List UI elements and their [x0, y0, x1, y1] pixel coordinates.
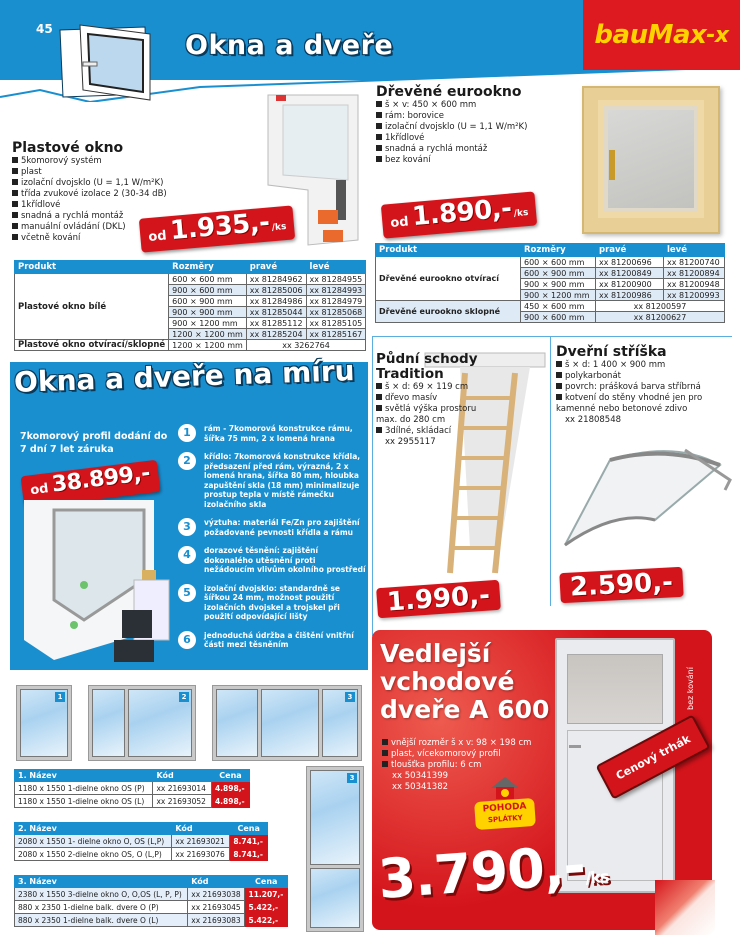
- table-row: 2080 x 1550 2-dielne okno OS, O (L,P) xx 21693076 8.741,-: [15, 848, 268, 861]
- price-hit-badge: Cenový trhák: [596, 714, 711, 799]
- table-row: 900 × 600 mm xx 81285006 xx 81284993: [15, 285, 366, 296]
- house-smiley-icon: [490, 776, 520, 800]
- table-row: 2380 x 1550 3-dielne okno O, O,OS (L, P, P) xx 21693038 11.207,-: [15, 888, 288, 901]
- table-row: 2080 x 1550 1- dielne okno O, OS (L,P) xx 21693021 8.741,-: [15, 835, 268, 848]
- window-diagram-2: 2: [88, 685, 196, 761]
- feature-item: 2 křídlo: 7komorová konstrukce křídla, předsazení před rám, výrazná, 2 x lomená hrana, šířka 80 mm, hloubka zapuštění skla (18 mm) minimalizuje prostup tepla v místě rámečku izolačního skla: [178, 452, 366, 509]
- door-canopy-image: [555, 440, 735, 550]
- product-title: Půdní schody Tradition: [376, 351, 478, 382]
- price-tag: od 38.899,-: [21, 460, 161, 508]
- price-tag: od 1.935,- /ks: [139, 205, 296, 252]
- table-row: 900 × 900 mm xx 81200900 xx 81200948: [376, 279, 725, 290]
- page-number: 45: [36, 22, 53, 36]
- price-tag: 2.590,-: [559, 567, 683, 603]
- price-tag: od 1.890,- /ks: [381, 191, 538, 238]
- divider: [372, 336, 373, 636]
- plastic-window-table: Produkt Rozměry pravé levé Plastové okno bílé 600 × 600 mm xx 81284962 xx 81284955 900 × 600 mm xx 81285006 xx 81284993 600 × 900 mm xx 81284986 xx 81284979 900 × 900 mm xx 81285044 xx 81285068 900 × 1200 mm xx 81285112 xx 81285105 1200 × 1200 mm xx 81285204 xx 81285167 Plastové okno otvírací/sklopné 1200 × 1200 mm xx 3262764: [14, 260, 366, 351]
- table-row: 900 × 1200 mm xx 81285112 xx 81285105: [15, 318, 366, 329]
- feature-item: 1 rám - 7komorová konstrukce rámu, šířka 75 mm, 2 x lomená hrana: [178, 424, 366, 443]
- product-title: Vedlejší vchodové dveře A 600: [380, 639, 550, 724]
- table-row: 1180 x 1550 1-dielne okno OS (L) xx 21693052 4.898,-: [15, 795, 250, 808]
- feature-list: 5komorový systém plast izolační dvojsklo (U = 1,1 W/m²K) třída zvukové izolace 2 (30-34 dB) 1křídlové snadná a rychlá montáž manuální ovládání (DKL) včetně kování: [12, 156, 247, 244]
- feature-list: [178, 424, 366, 650]
- window-diagram-1: 1: [16, 685, 72, 761]
- feature-item: 4 dorazové těsnění: zajištění dokonalého utěsnění proti nežádoucím vlivům okolního prostředí: [178, 546, 366, 575]
- side-note: bez kování: [686, 667, 695, 710]
- product-title: Dveřní stříška: [556, 344, 667, 360]
- table-row: 900 × 900 mm xx 81285044 xx 81285068: [15, 307, 366, 318]
- wooden-window-table: Produkt Rozměry pravé levé Dřevěné eurookno otvírací 600 × 600 mm xx 81200696 xx 81200740 600 × 900 mm xx 81200849 xx 81200894 900 × 900 mm xx 81200900 xx 81200948 900 × 1200 mm xx 81200986 xx 81200993 Dřevěné eurookno sklopné 450 × 600 mm xx 81200597 900 × 600 mm xx 81200627: [375, 243, 725, 323]
- table-row: Plastové okno otvírací/sklopné 1200 × 1200 mm xx 3262764: [15, 340, 366, 351]
- feature-list: vnější rozměr š x v: 98 × 198 cm plast, vícekomorový profil tloušťka profilu: 6 cm: [382, 738, 562, 771]
- feature-list: š × d: 1 400 × 900 mm polykarbonát povrch: prášková barva stříbrná kotvení do stěny vhodné jen pro kamenné nebo betonové zdivo: [556, 360, 736, 415]
- table-row: Plastové okno bílé 600 × 600 mm xx 81284962 xx 81284955: [15, 274, 366, 285]
- window-diagram-3: 3: [212, 685, 362, 761]
- window-profile-cutaway-image: [14, 500, 174, 668]
- feature-item: 6 jednoduchá údržba a čištění vnitřní části mezi těsněním: [178, 631, 366, 650]
- price-table-1: 1. Název Kód Cena 1180 x 1550 1-dielne okno OS (P) xx 21693014 4.898,- 1180 x 1550 1-dielne okno OS (L) xx 21693052 4.898,-: [14, 769, 250, 808]
- table-row: 880 x 2350 1-dielne balk. dvere O (P) xx 21693045 5.422,-: [15, 901, 288, 914]
- pohoda-splatky-badge: POHODA SPLÁTKY: [474, 798, 536, 830]
- page-curl: [655, 880, 715, 935]
- price-table-3: 3. Název Kód Cena 2380 x 1550 3-dielne okno O, O,OS (L, P, P) xx 21693038 11.207,- 880 x 2350 1-dielne balk. dvere O (P) xx 21693045 5.422,- 880 x 2350 1-dielne balk. dvere O (L) xx 21693083 5.422,-: [14, 875, 288, 927]
- product-title: Plastové okno: [12, 140, 124, 156]
- divider: [550, 336, 551, 606]
- product-title: Dřevěné eurookno: [376, 84, 522, 100]
- product-code: xx 50341399: [392, 771, 449, 781]
- main-price: 3.790,-/ks: [376, 833, 610, 911]
- product-code: xx 21808548: [565, 415, 622, 425]
- section-subtitle: 7komorový profil dodání do 7 dní 7 let záruka: [20, 431, 168, 455]
- divider: [372, 336, 732, 337]
- feature-item: 5 izolační dvojsklo: standardně se šířkou 24 mm, možnost použití izolačních dvojskel a trojskel při použití odpovídající lišty: [178, 584, 366, 622]
- table-row: 600 × 900 mm xx 81200849 xx 81200894: [376, 268, 725, 279]
- table-row: 600 × 900 mm xx 81284986 xx 81284979: [15, 296, 366, 307]
- product-code: xx 50341382: [392, 782, 449, 792]
- table-row: 1200 × 1200 mm xx 81285204 xx 81285167: [15, 329, 366, 340]
- table-row: 900 × 600 mm xx 81200627: [376, 312, 725, 323]
- brand-logo[interactable]: bauMax -x: [583, 0, 740, 70]
- wooden-window-image: [582, 86, 720, 234]
- table-row: 900 × 1200 mm xx 81200986 xx 81200993: [376, 290, 725, 301]
- page-title: Okna a dveře: [185, 30, 394, 61]
- price-tag: 1.990,-: [376, 580, 501, 619]
- balcony-door-diagram: 3: [306, 766, 364, 932]
- product-code: xx 2955117: [385, 437, 436, 447]
- feature-list: š × v: 450 × 600 mm rám: borovice izolační dvojsklo (U = 1,1 W/m²K) 1křídlové snadná a rychlá montáž bez kování: [376, 100, 576, 166]
- window-icon: [55, 22, 155, 102]
- table-row: 880 x 2350 1-dielne balk. dvere O (L) xx 21693083 5.422,-: [15, 914, 288, 927]
- table-row: Dřevěné eurookno sklopné 450 × 600 mm xx 81200597: [376, 301, 725, 312]
- feature-list: š × d: 69 × 119 cm dřevo masív světlá výška prostoru max. do 280 cm 3dílné, skládací: [376, 382, 496, 437]
- section-title: Okna a dveře na míru: [13, 354, 356, 399]
- table-row: Dřevěné eurookno otvírací 600 × 600 mm xx 81200696 xx 81200740: [376, 257, 725, 268]
- table-row: 1180 x 1550 1-dielne okno OS (P) xx 21693014 4.898,-: [15, 782, 250, 795]
- feature-item: 3 výztuha: materiál Fe/Zn pro zajištění požadované pevnosti křídla a rámu: [178, 518, 366, 537]
- price-table-2: 2. Název Kód Cena 2080 x 1550 1- dielne okno O, OS (L,P) xx 21693021 8.741,- 2080 x 1550 2-dielne okno OS, O (L,P) xx 21693076 8.741,-: [14, 822, 268, 861]
